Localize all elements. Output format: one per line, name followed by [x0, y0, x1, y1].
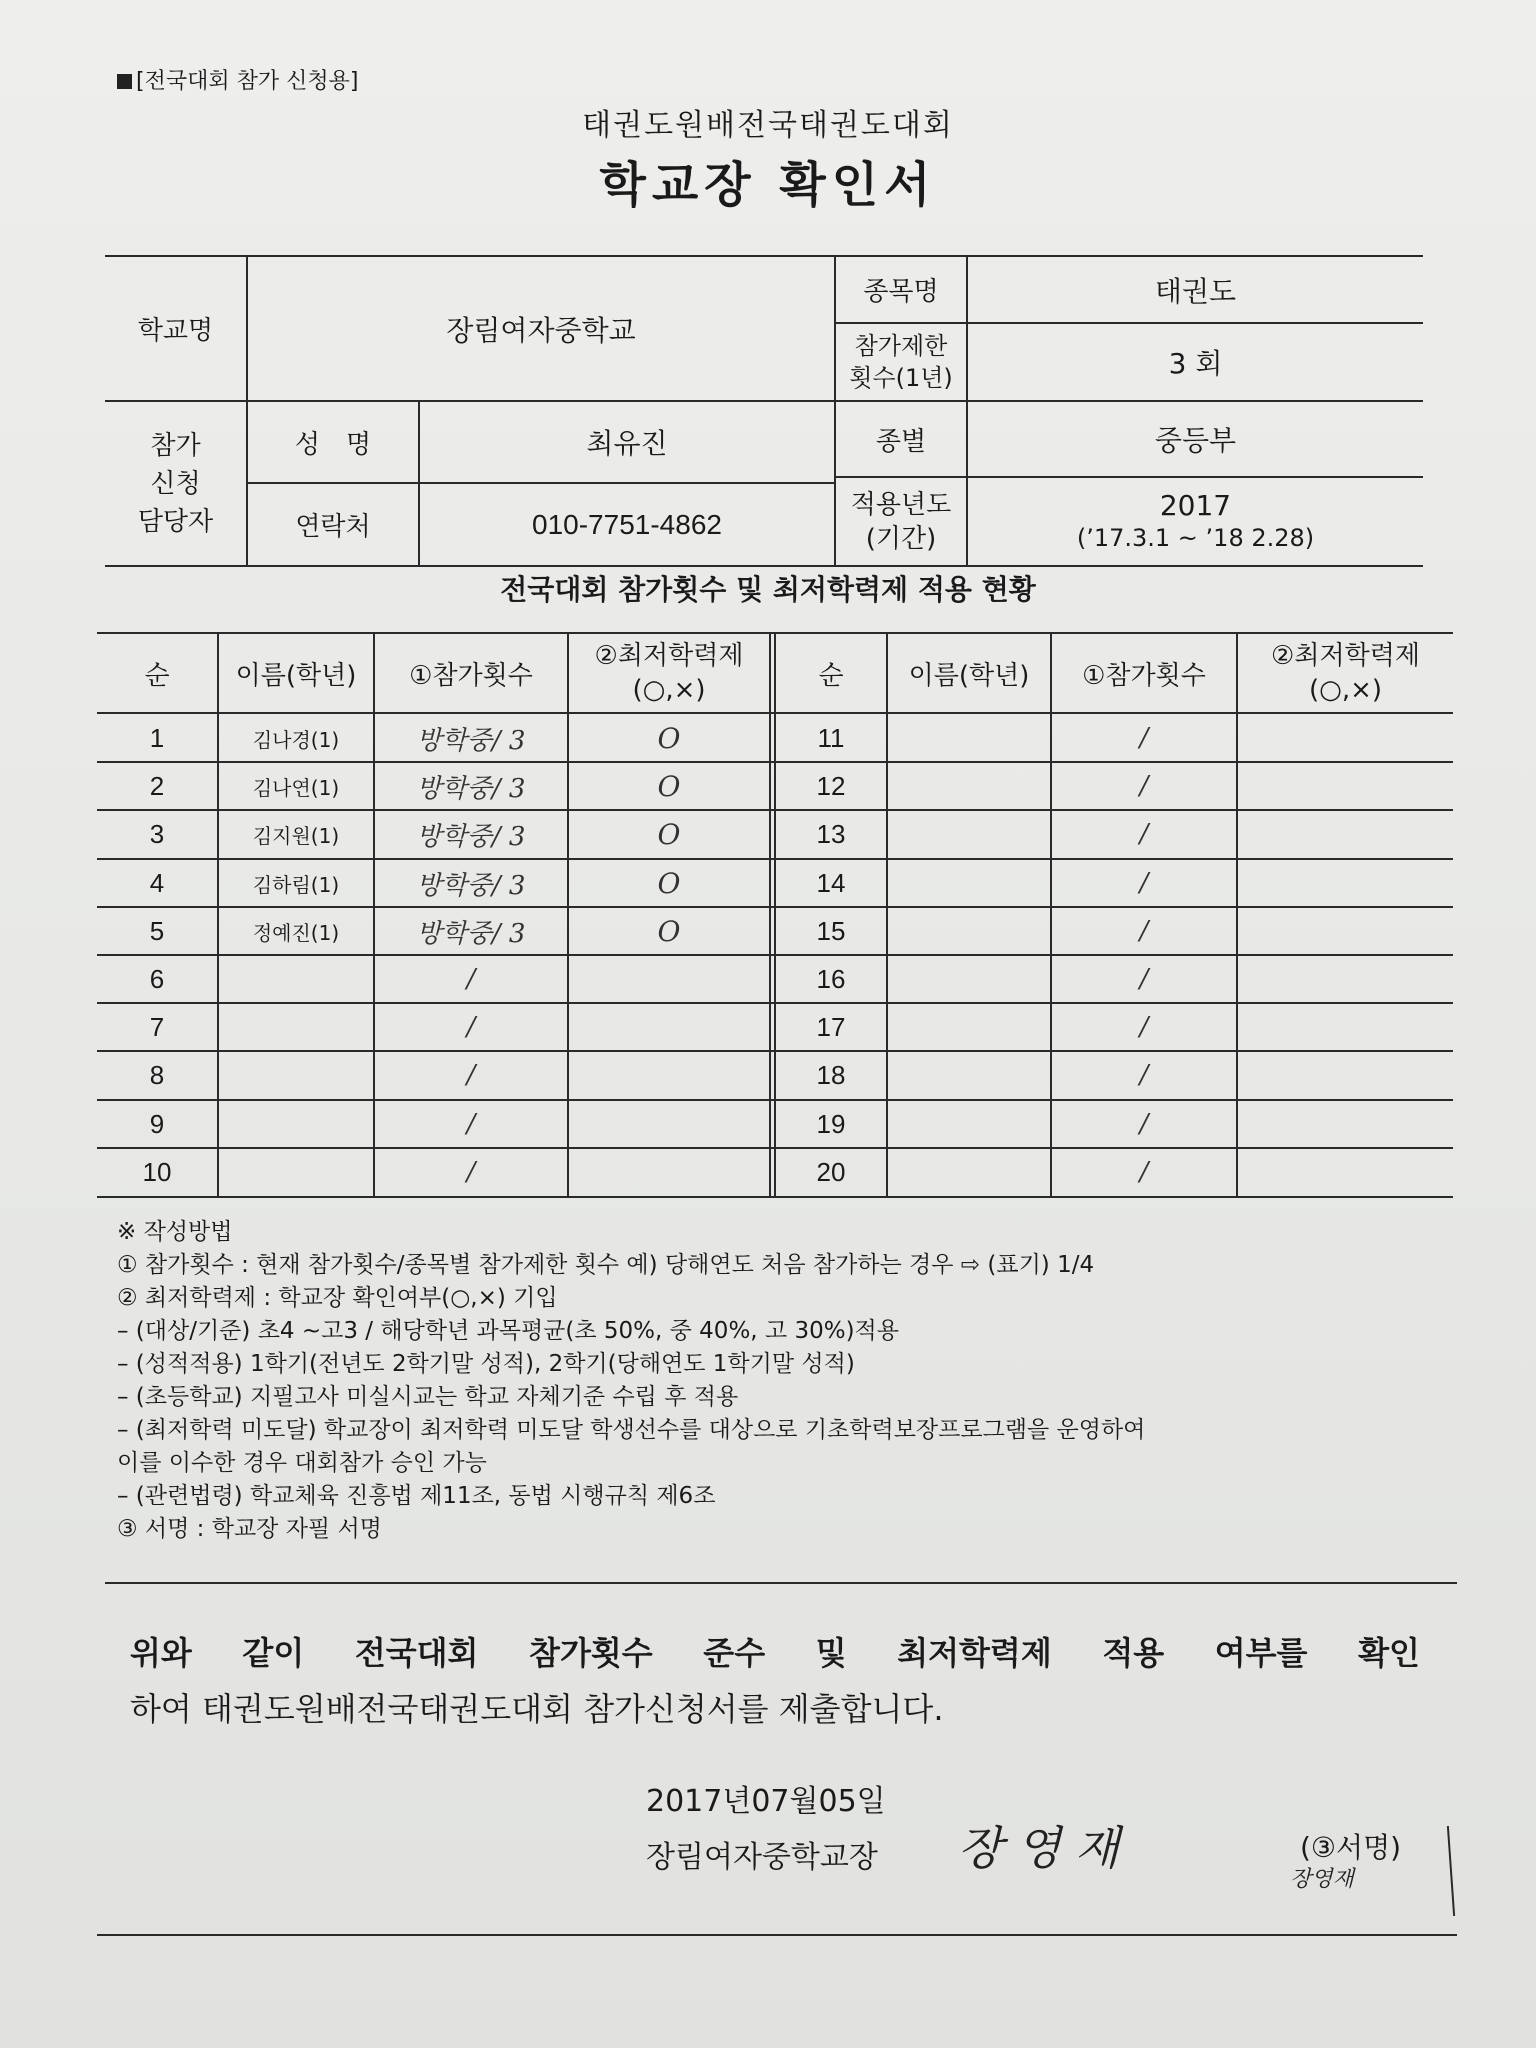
notes-heading: ※ 작성방법: [117, 1219, 233, 1245]
row-name-left: [219, 1003, 373, 1051]
row-count-left: /: [466, 1060, 476, 1090]
row-min-standard-right: [1238, 1148, 1453, 1196]
row-min-standard-left: O: [657, 721, 681, 755]
row-seq-right: 13: [816, 818, 846, 849]
name-value: 최유진: [586, 427, 668, 460]
row-name-left: 김지원(1): [252, 823, 340, 848]
status-table-title: 전국대회 참가횟수 및 최저학력제 적용 현황: [500, 573, 1036, 606]
row-min-standard-left: [569, 1100, 769, 1148]
confirmation-word: 적용: [1102, 1634, 1165, 1672]
row-count-right: /: [1139, 1109, 1149, 1139]
note-line: – (대상/기준) 초4 ~고3 / 해당학년 과목평균(초 50%, 중 40%, 고 30%)적용: [117, 1318, 899, 1344]
row-name-left: 김하림(1): [252, 872, 340, 897]
row-count-left: /: [466, 1012, 476, 1042]
row-min-standard-left: O: [657, 817, 681, 851]
row-min-standard-left: O: [657, 769, 681, 803]
row-min-standard-left: [569, 955, 769, 1003]
limit-value: 3 회: [1168, 347, 1223, 380]
row-count-right: /: [1139, 819, 1149, 849]
event-title: 태권도원배전국태권도대회: [582, 108, 954, 143]
row-min-standard-left: O: [657, 914, 681, 948]
row-count-left: 방학중/ 3: [416, 821, 526, 852]
row-seq-right: 18: [816, 1059, 846, 1090]
row-count-left: /: [466, 1109, 476, 1139]
row-name-right: [888, 762, 1050, 810]
row-seq-right: 19: [816, 1108, 846, 1139]
row-name-right: [888, 955, 1050, 1003]
header-seq-left: 순: [144, 660, 170, 691]
confirmation-word: 참가횟수: [529, 1634, 653, 1672]
row-min-standard-left: [569, 1003, 769, 1051]
row-seq-left: 9: [149, 1108, 165, 1139]
sport-label: 종목명: [863, 277, 939, 307]
row-min-standard-right: [1238, 810, 1453, 858]
note-line: ③ 서명 : 학교장 자필 서명: [117, 1516, 382, 1542]
note-line: – (초등학교) 지필고사 미실시교는 학교 자체기준 수립 후 적용: [117, 1384, 739, 1410]
row-count-left: 방학중/ 3: [416, 725, 526, 756]
signature-note: (③서명): [1300, 1831, 1402, 1864]
limit-label: 참가제한 횟수(1년): [849, 332, 953, 392]
row-count-left: /: [466, 964, 476, 994]
row-name-left: [219, 1148, 373, 1196]
confirmation-line-1: [130, 1628, 1420, 1674]
row-min-standard-right: [1238, 859, 1453, 907]
row-seq-right: 14: [816, 867, 846, 898]
row-seq-left: 7: [149, 1011, 165, 1042]
division-label: 종별: [875, 426, 927, 457]
confirmation-word: 및: [815, 1634, 847, 1672]
confirmation-word: 확인: [1358, 1634, 1420, 1672]
row-count-right: /: [1139, 1157, 1149, 1187]
confirmation-word: 최저학력제: [897, 1634, 1052, 1672]
row-count-right: /: [1139, 964, 1149, 994]
row-count-left: 방학중/ 3: [416, 870, 526, 901]
row-min-standard-right: [1238, 1003, 1453, 1051]
row-name-left: 정예진(1): [252, 920, 340, 945]
row-seq-right: 15: [816, 915, 846, 946]
row-name-right: [888, 714, 1050, 762]
header-name-right: 이름(학년): [908, 660, 1030, 691]
confirmation-word: 위와: [130, 1634, 192, 1672]
row-min-standard-right: [1238, 1100, 1453, 1148]
confirmation-word: 전국대회: [354, 1634, 479, 1672]
issue-date: 2017년07월05일: [646, 1784, 886, 1819]
year-label: 적용년도 (기간): [850, 489, 952, 554]
division-value: 중등부: [1154, 424, 1237, 457]
row-name-right: [888, 810, 1050, 858]
row-seq-left: 8: [149, 1059, 165, 1090]
row-seq-right: 16: [816, 963, 846, 994]
year-value: [968, 478, 1423, 565]
row-name-right: [888, 907, 1050, 955]
signature-scribble: 장영재: [1290, 1867, 1354, 1892]
row-count-right: /: [1139, 1060, 1149, 1090]
row-name-left: 김나연(1): [252, 775, 340, 800]
row-count-left: 방학중/ 3: [416, 918, 526, 949]
row-seq-left: 3: [149, 818, 165, 849]
confirmation-line-2: 하여 태권도원배전국태권도대회 참가신청서를 제출합니다.: [130, 1690, 944, 1728]
row-seq-left: 1: [149, 722, 165, 753]
row-name-left: 김나경(1): [252, 727, 340, 752]
header-name-left: 이름(학년): [235, 660, 357, 691]
row-min-standard-left: O: [657, 866, 681, 900]
row-min-standard-left: [569, 1051, 769, 1099]
sport-value: 태권도: [1154, 274, 1237, 308]
row-name-right: [888, 859, 1050, 907]
row-seq-left: 10: [142, 1156, 172, 1187]
row-min-standard-right: [1238, 955, 1453, 1003]
row-count-right: /: [1139, 916, 1149, 946]
header-count-right: ①참가횟수: [1082, 660, 1206, 691]
row-min-standard-right: [1238, 762, 1453, 810]
year-number: 2017: [1159, 488, 1232, 522]
row-seq-left: 5: [149, 915, 165, 946]
row-min-standard-left: [569, 1148, 769, 1196]
row-count-right: /: [1139, 1012, 1149, 1042]
row-seq-left: 2: [149, 770, 165, 801]
name-label: 성 명: [294, 429, 372, 460]
header-seq-right: 순: [818, 660, 844, 691]
row-seq-left: 6: [149, 963, 165, 994]
row-min-standard-right: [1238, 907, 1453, 955]
row-count-right: /: [1139, 723, 1149, 753]
row-seq-left: 4: [149, 867, 165, 898]
row-name-right: [888, 1003, 1050, 1051]
row-seq-right: 20: [816, 1156, 846, 1187]
row-min-standard-right: [1238, 714, 1453, 762]
row-count-right: /: [1139, 868, 1149, 898]
note-line: – (최저학력 미도달) 학교장이 최저학력 미도달 학생선수를 대상으로 기초학력보장프로그램을 운영하여: [117, 1417, 1146, 1443]
note-line: – (관련법령) 학교체육 진흥법 제11조, 동법 시행규칙 제6조: [117, 1483, 716, 1509]
row-seq-right: 17: [816, 1011, 846, 1042]
header-min-left: ②최저학력제 (○,×): [594, 641, 744, 705]
note-line: 이를 이수한 경우 대회참가 승인 가능: [117, 1450, 487, 1476]
confirmation-word: 같이: [242, 1634, 305, 1672]
row-name-right: [888, 1051, 1050, 1099]
row-name-right: [888, 1100, 1050, 1148]
header-min-right: ②최저학력제 (○,×): [1271, 641, 1420, 705]
row-count-left: 방학중/ 3: [416, 773, 526, 804]
school-name-label: 학교명: [137, 316, 214, 346]
row-min-standard-right: [1238, 1051, 1453, 1099]
row-seq-right: 11: [817, 722, 845, 753]
header-count-left: ①참가횟수: [409, 660, 533, 691]
school-name-value: 장림여자중학교: [446, 313, 636, 347]
row-name-left: [219, 955, 373, 1003]
row-seq-right: 12: [816, 770, 846, 801]
row-name-left: [219, 1100, 373, 1148]
row-count-left: /: [466, 1157, 476, 1187]
document-title: 학교장 확인서: [599, 157, 937, 213]
row-count-right: /: [1139, 771, 1149, 801]
square-bullet-icon: [117, 74, 132, 89]
year-period: (’17.3.1 ~ ’18 2.28): [1076, 523, 1315, 552]
confirmation-word: 여부를: [1214, 1634, 1308, 1672]
contact-label: 연락처: [295, 512, 371, 542]
contact-value: 010-7751-4862: [532, 508, 722, 540]
principal-signature: 장영재: [958, 1821, 1134, 1875]
writing-instructions: [117, 1216, 1457, 1546]
note-line: ① 참가횟수 : 현재 참가횟수/종목별 참가제한 횟수 예) 당해연도 처음 참가하는 경우 ⇨ (표기) 1/4: [117, 1252, 1095, 1278]
note-line: ② 최저학력제 : 학교장 확인여부(○,×) 기입: [117, 1285, 558, 1311]
principal-label: 장림여자중학교장: [646, 1840, 878, 1875]
confirmation-statement: [130, 1628, 1420, 1730]
form-tag: [전국대회 참가 신청용]: [117, 64, 358, 95]
confirmation-word: 준수: [703, 1634, 766, 1672]
applicant-label: 참가 신청 담당자: [137, 430, 214, 537]
row-name-right: [888, 1148, 1050, 1196]
note-line: – (성적적용) 1학기(전년도 2학기말 성적), 2학기(당해연도 1학기말 성적): [117, 1351, 855, 1377]
row-name-left: [219, 1051, 373, 1099]
